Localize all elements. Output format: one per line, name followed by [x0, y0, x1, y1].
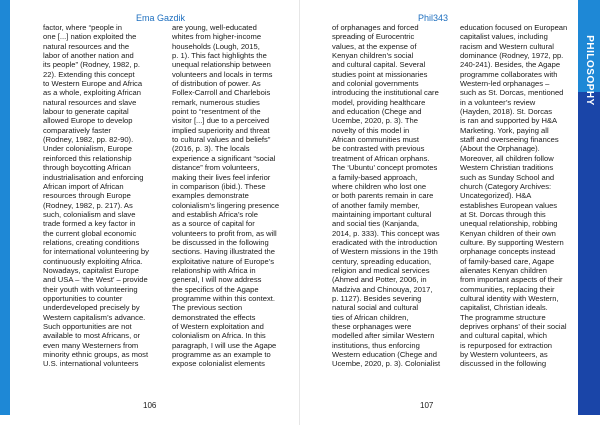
text-line: general, I will now address [172, 275, 262, 285]
section-tab [578, 0, 600, 140]
text-line: underdeveloped precisely by [43, 303, 140, 313]
text-line: maintaining important cultural [332, 209, 432, 219]
text-line: trade formed a key factor in [43, 219, 136, 229]
left-page-number: 106 [143, 401, 157, 410]
text-line: one [...] nation exploited the [43, 32, 137, 42]
text-line: relationship with Africa in [172, 265, 256, 275]
text-line: these orphanages were [332, 322, 412, 331]
text-line: 240-241). Besides, the Agape [460, 60, 561, 70]
text-line: culture. By supporting Western [460, 237, 564, 247]
text-line: African import of African [43, 181, 124, 191]
text-line: (Rodney, 1982, p. 217). As [43, 200, 133, 210]
text-line: The programme structure [460, 312, 546, 322]
text-line: Ucembe, 2020, p. 3). The [332, 116, 418, 126]
text-line: Kenyan children’s social [332, 51, 414, 61]
text-line: novelty of this model in [332, 125, 410, 135]
text-line: of Western exploitation and [172, 322, 264, 331]
text-line: of distribution of power. As [172, 79, 261, 89]
text-line: (2016, p. 3). The locals [172, 144, 250, 154]
text-line: through boycotting African [43, 163, 131, 173]
text-line: such as St. Dorcas, mentioned [460, 88, 564, 98]
text-line: colonialism’s lingering presence [172, 200, 280, 210]
left-running-head: Ema Gazdik [136, 13, 186, 23]
text-line: of another family member, [332, 200, 420, 210]
text-line: a family-based approach, [332, 172, 418, 182]
text-line: of family-based care, Agape [460, 256, 555, 266]
text-line: Nowadays, capitalist Europe [43, 265, 139, 275]
text-line: and establish Africa’s role [172, 209, 258, 219]
text-line: households (Lough, 2015, [172, 41, 260, 51]
text-line: staff and overseeing finances [460, 135, 559, 145]
text-line: from important aspects of their [460, 275, 563, 285]
text-line: Under colonialism, Europe [43, 144, 133, 154]
text-line: Western Christian traditions [460, 163, 554, 173]
text-line: making their lives feel inferior [172, 172, 271, 182]
text-line: whites from higher-income [172, 32, 262, 42]
text-line: is repurposed for extraction [460, 340, 553, 350]
text-line: colonialism on Africa. In this [172, 331, 266, 341]
text-line: their youth with volunteering [43, 284, 138, 294]
text-line: deprives orphans’ of their social [460, 322, 567, 331]
text-line: natural social and cultural [332, 303, 419, 313]
text-line: to Western Europe and Africa [43, 79, 143, 89]
text-line: and education (Chege and [332, 107, 422, 117]
text-line: the specifics of the Agape [172, 284, 259, 294]
text-line: expose colonialist elements [172, 359, 265, 369]
text-line: Western capitalism’s advance. [43, 312, 146, 322]
text-line: in a volunteer’s review [460, 97, 536, 107]
text-line: Marketing. York, paying all [460, 125, 549, 135]
text-line: Ucembe, 2020, p. 3). Colonialist [332, 359, 441, 369]
text-line: capitalist values, including [460, 32, 548, 42]
text-line: African communities must [332, 135, 419, 145]
text-line: education focused on European [460, 23, 568, 32]
text-line: natural resources and slave [43, 97, 137, 107]
text-line: programme collaborates with [460, 69, 558, 79]
text-line: U.S. international volunteers [43, 359, 139, 369]
text-line: eradicated with the introduction [332, 237, 438, 247]
text-line: introducing the institutional care [332, 88, 439, 98]
text-line: sections. Having illustrated the [172, 247, 275, 257]
text-line: reinforced this relationship [43, 153, 132, 163]
text-line: experience a significant “social [172, 153, 276, 163]
text-line: Uncategorized). H&A [460, 191, 532, 201]
text-line: values, at the expense of [332, 41, 417, 51]
text-line: discussed in the following [460, 359, 547, 369]
text-line: (Hayden, 2018). St. Dorcas [460, 107, 553, 117]
text-line: unequal relationship between [172, 60, 271, 70]
text-line: continuously exploiting Africa. [43, 256, 143, 266]
text-line: relations, creating conditions [43, 237, 140, 247]
text-line: opportunities to counter [43, 293, 123, 303]
text-line: model, providing healthcare [332, 97, 426, 107]
text-line: the current global economic [43, 228, 137, 238]
text-line: and social ties (Kanjanda, [332, 219, 419, 229]
text-line: where children who lost one [332, 181, 427, 191]
right-page-number: 107 [420, 401, 434, 410]
text-line: p. 1). This fact highlights the [172, 51, 267, 61]
text-line: Kenyan children of their own [460, 228, 556, 238]
left-column-1 [43, 23, 161, 369]
text-line: labor of another nation and [43, 51, 134, 61]
left-edge-bar [0, 0, 10, 415]
right-column-2 [460, 23, 578, 369]
text-line: volunteers and locals in terms [172, 69, 273, 79]
text-line: Such opportunities are not [43, 322, 132, 331]
text-line: dominance (Rodney, 1972, pp. [460, 51, 564, 61]
text-line: be discussed in the following [172, 237, 269, 247]
text-line: even many Westerners from [43, 340, 139, 350]
text-line: point to “resentment of the [172, 107, 261, 117]
text-line: be contrasted with previous [332, 144, 425, 154]
text-line: factor, where “people in [43, 23, 122, 32]
text-line: Madziva and Chinouya, 2017, [332, 284, 433, 294]
right-running-head: Phil343 [418, 13, 449, 23]
text-line: are young, well-educated [172, 23, 257, 32]
text-line: industrialisation and enforcing [43, 172, 144, 182]
text-line: and cultural capital, which [460, 331, 547, 341]
text-line: its people” (Rodney, 1982, p. [43, 60, 140, 70]
text-line: examples demonstrate [172, 191, 249, 201]
text-line: alienates Kenyan children [460, 265, 547, 275]
text-line: (Ahmed and Potter, 2006, in [332, 275, 427, 285]
text-line: demonstrated the effects [172, 312, 256, 322]
text-line: to cultural values and beliefs” [172, 135, 271, 145]
text-line: communities, replacing their [460, 284, 555, 294]
text-line: century, spreading education, [332, 256, 432, 266]
text-line: The previous section [172, 303, 243, 313]
text-line: church (Category Archives: [460, 181, 552, 191]
text-line: cultural identity with Western, [460, 293, 559, 303]
text-line: The ‘Ubuntu’ concept promotes [332, 163, 438, 173]
text-line: Western-led orphanages – [460, 79, 550, 89]
text-line: distance” from volunteers, [172, 163, 260, 173]
right-column-1 [332, 23, 450, 369]
left-column-2 [172, 23, 290, 369]
text-line: Follex-Carroll and Charlebois [172, 88, 271, 98]
text-line: Western education (Chege and [332, 350, 437, 360]
text-line: orphanage concepts instead [460, 247, 556, 257]
text-line: unequal relationship, robbing [460, 219, 558, 229]
text-line: is ran and supported by H&A [460, 116, 558, 126]
text-line: studies point at missionaries [332, 69, 428, 79]
text-line: such as Sunday School and [460, 172, 555, 182]
text-line: by Western volunteers, as [460, 350, 548, 360]
text-line: and USA – ‘the West’ – provide [43, 275, 148, 285]
text-line: exploitative nature of Europe’s [172, 256, 275, 266]
text-line: remark, numerous studies [172, 97, 260, 107]
text-line: ties of African children, [332, 312, 409, 322]
text-line: as a source of capital for [172, 219, 255, 229]
text-line: 22). Extending this concept [43, 69, 135, 79]
text-line: 2014, p. 333). This concept was [332, 228, 440, 238]
text-line: labour to generate capital [43, 107, 129, 117]
text-line: modelled after similar Western [332, 331, 435, 341]
text-line: minority ethnic groups, as most [43, 350, 149, 360]
text-line: racism and Western cultural [460, 41, 554, 51]
page-spine [299, 0, 300, 425]
text-line: in comparison (ibid.). These [172, 181, 266, 191]
text-line: allowed Europe to develop [43, 116, 133, 126]
text-line: institutions, thus enforcing [332, 340, 420, 350]
text-line: at St. Dorcas through this [460, 209, 546, 219]
text-line: establishes European values [460, 200, 558, 210]
text-line: for international volunteering by [43, 247, 149, 257]
text-line: and cultural capital. Several [332, 60, 426, 70]
text-line: spreading of Eurocentric [332, 32, 415, 42]
text-line: programme within this context. [172, 293, 275, 303]
text-line: (Rodney, 1982, pp. 82-90). [43, 135, 134, 145]
text-line: such, colonialism and slave [43, 209, 136, 219]
text-line: programme as an example to [172, 350, 271, 360]
text-line: Moreover, all children follow [460, 153, 554, 163]
text-line: visitor [...] due to a perceived [172, 116, 270, 126]
text-line: paragraph, I will use the Agape [172, 340, 277, 350]
section-tab-label: PHILOSOPHY [583, 34, 595, 106]
text-line: volunteers to profit from, as will [172, 228, 277, 238]
text-line: implied superiority and threat [172, 125, 270, 135]
text-line: (About the Orphanage). [460, 144, 540, 154]
text-line: religion and medical services [332, 265, 430, 275]
text-line: of Western missions in the 19th [332, 247, 438, 257]
text-line: p. 1127). Besides severing [332, 293, 422, 303]
text-line: natural resources and the [43, 41, 130, 51]
text-line: or both parents remain in care [332, 191, 434, 201]
text-line: available to most Africans, or [43, 331, 141, 341]
text-line: comparatively faster [43, 125, 111, 135]
text-line: of orphanages and forced [332, 23, 419, 32]
text-line: treatment of African orphans. [332, 153, 430, 163]
text-line: as a whole, exploiting African [43, 88, 141, 98]
text-line: capitalist, Christian ideals. [460, 303, 548, 313]
text-line: and colonial governments [332, 79, 419, 89]
text-line: resources through Europe [43, 191, 131, 201]
